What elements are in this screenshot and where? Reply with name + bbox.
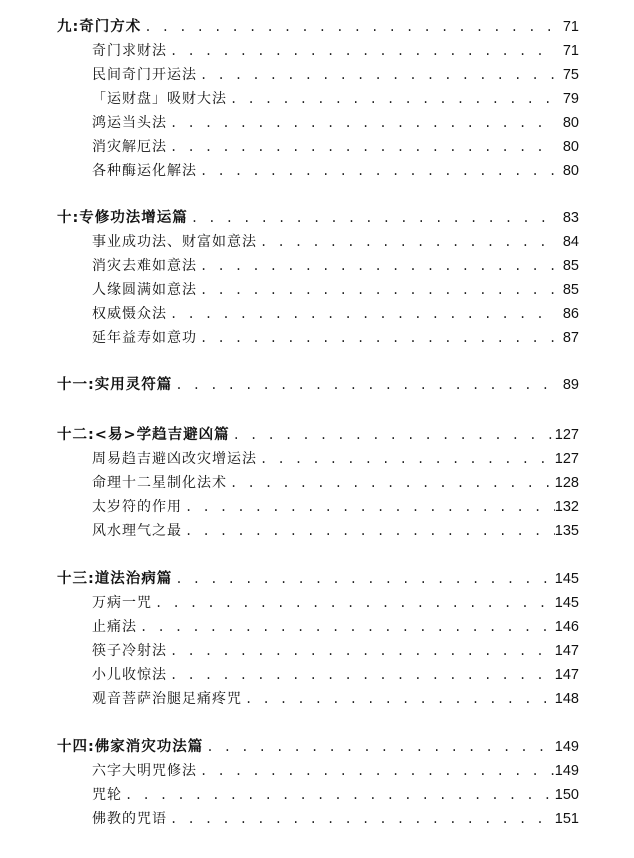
section-title: 奇门求财法 bbox=[92, 43, 167, 59]
dot-leader bbox=[257, 450, 555, 468]
page-number: 127 bbox=[554, 427, 579, 443]
page-number: 87 bbox=[562, 330, 579, 346]
toc-section-entry[interactable] bbox=[92, 614, 579, 636]
section-title: 咒轮 bbox=[92, 787, 122, 803]
toc-section-entry[interactable] bbox=[92, 277, 579, 299]
dot-leader bbox=[167, 666, 555, 684]
section-title: 民间奇门开运法 bbox=[92, 67, 197, 83]
page-number: 150 bbox=[554, 787, 579, 803]
toc-section-entry[interactable] bbox=[92, 446, 579, 468]
toc-chapter-entry[interactable] bbox=[57, 372, 579, 394]
dot-leader bbox=[141, 18, 555, 36]
dot-leader bbox=[197, 762, 555, 780]
section-title: 人缘圆满如意法 bbox=[92, 282, 197, 298]
chapter-title: 九:奇门方术 bbox=[57, 19, 142, 35]
page-number: 71 bbox=[562, 19, 579, 35]
page-number: 148 bbox=[554, 691, 579, 707]
toc-section-entry[interactable] bbox=[92, 301, 579, 323]
toc-section-entry[interactable] bbox=[92, 470, 579, 492]
section-title: 周易趋吉避凶改灾增运法 bbox=[92, 451, 257, 467]
chapter-title: 十一:实用灵符篇 bbox=[57, 377, 173, 393]
section-title: 太岁符的作用 bbox=[92, 499, 182, 515]
page-number: 135 bbox=[554, 523, 579, 539]
section-title: 「运财盘」吸财大法 bbox=[92, 91, 227, 107]
section-title: 止痛法 bbox=[92, 619, 137, 635]
dot-leader bbox=[197, 162, 555, 180]
page-number: 85 bbox=[562, 258, 579, 274]
toc-chapter-entry[interactable] bbox=[57, 205, 579, 227]
toc-section-entry[interactable] bbox=[92, 86, 579, 108]
dot-leader bbox=[197, 329, 555, 347]
dot-leader bbox=[197, 257, 555, 275]
dot-leader bbox=[167, 305, 555, 323]
page-number: 71 bbox=[562, 43, 579, 59]
toc-section-entry[interactable] bbox=[92, 590, 579, 612]
toc-chapter-entry[interactable] bbox=[57, 566, 579, 588]
section-title: 风水理气之最 bbox=[92, 523, 182, 539]
page-number: 147 bbox=[554, 643, 579, 659]
chapter-title: 十四:佛家消灾功法篇 bbox=[57, 739, 204, 755]
page-number: 75 bbox=[562, 67, 579, 83]
section-title: 佛教的咒语 bbox=[92, 811, 167, 827]
toc-section-entry[interactable] bbox=[92, 758, 579, 780]
dot-leader bbox=[167, 114, 555, 132]
toc-section-entry[interactable] bbox=[92, 806, 579, 828]
chapter-title: 十三:道法治病篇 bbox=[57, 571, 173, 587]
dot-leader bbox=[197, 281, 555, 299]
section-title: 观音菩萨治腿足痛疼咒 bbox=[92, 691, 242, 707]
dot-leader bbox=[137, 618, 555, 636]
section-title: 筷子冷射法 bbox=[92, 643, 167, 659]
toc-section-entry[interactable] bbox=[92, 662, 579, 684]
dot-leader bbox=[152, 594, 555, 612]
toc-section-entry[interactable] bbox=[92, 325, 579, 347]
dot-leader bbox=[257, 233, 555, 251]
toc-section-entry[interactable] bbox=[92, 518, 579, 540]
dot-leader bbox=[227, 474, 555, 492]
page-number: 127 bbox=[554, 451, 579, 467]
section-title: 鸿运当头法 bbox=[92, 115, 167, 131]
page-number: 145 bbox=[554, 595, 579, 611]
dot-leader bbox=[230, 426, 555, 444]
page-number: 149 bbox=[554, 763, 579, 779]
toc-chapter-entry[interactable] bbox=[57, 734, 579, 756]
page-number: 84 bbox=[562, 234, 579, 250]
page-number: 80 bbox=[562, 163, 579, 179]
page-number: 128 bbox=[554, 475, 579, 491]
page-number: 83 bbox=[562, 210, 579, 226]
page-number: 79 bbox=[562, 91, 579, 107]
toc-section-entry[interactable] bbox=[92, 638, 579, 660]
dot-leader bbox=[167, 42, 555, 60]
dot-leader bbox=[172, 570, 554, 588]
page-number: 80 bbox=[562, 139, 579, 155]
section-title: 事业成功法、财富如意法 bbox=[92, 234, 257, 250]
toc-section-entry[interactable] bbox=[92, 134, 579, 156]
section-title: 六字大明咒修法 bbox=[92, 763, 197, 779]
page-number: 89 bbox=[562, 377, 579, 393]
dot-leader bbox=[167, 642, 555, 660]
dot-leader bbox=[182, 498, 555, 516]
section-title: 命理十二星制化法术 bbox=[92, 475, 227, 491]
toc-section-entry[interactable] bbox=[92, 229, 579, 251]
page-number: 86 bbox=[562, 306, 579, 322]
section-title: 延年益寿如意功 bbox=[92, 330, 197, 346]
page-number: 80 bbox=[562, 115, 579, 131]
chapter-title: 十:专修功法增运篇 bbox=[57, 210, 188, 226]
toc-section-entry[interactable] bbox=[92, 38, 579, 60]
toc-section-entry[interactable] bbox=[92, 62, 579, 84]
section-title: 消灾解厄法 bbox=[92, 139, 167, 155]
page-number: 145 bbox=[554, 571, 579, 587]
toc-section-entry[interactable] bbox=[92, 782, 579, 804]
chapter-title: 十二:<易>学趋吉避凶篇 bbox=[57, 427, 230, 443]
toc-chapter-entry[interactable] bbox=[57, 422, 579, 444]
toc-section-entry[interactable] bbox=[92, 110, 579, 132]
page-number: 147 bbox=[554, 667, 579, 683]
dot-leader bbox=[182, 522, 555, 540]
page-number: 132 bbox=[554, 499, 579, 515]
page-number: 151 bbox=[554, 811, 579, 827]
section-title: 权威慑众法 bbox=[92, 306, 167, 322]
dot-leader bbox=[242, 690, 555, 708]
dot-leader bbox=[167, 810, 555, 828]
page-number: 85 bbox=[562, 282, 579, 298]
section-title: 消灾去难如意法 bbox=[92, 258, 197, 274]
dot-leader bbox=[227, 90, 555, 108]
dot-leader bbox=[197, 66, 555, 84]
dot-leader bbox=[172, 376, 555, 394]
toc-section-entry[interactable] bbox=[92, 253, 579, 275]
toc-section-entry[interactable] bbox=[92, 494, 579, 516]
section-title: 万病一咒 bbox=[92, 595, 152, 611]
page-number: 146 bbox=[554, 619, 579, 635]
section-title: 小儿收惊法 bbox=[92, 667, 167, 683]
section-title: 各种酶运化解法 bbox=[92, 163, 197, 179]
toc-section-entry[interactable] bbox=[92, 158, 579, 180]
page-number: 149 bbox=[554, 739, 579, 755]
dot-leader bbox=[203, 738, 554, 756]
toc-section-entry[interactable] bbox=[92, 686, 579, 708]
toc-chapter-entry[interactable] bbox=[57, 14, 579, 36]
dot-leader bbox=[188, 209, 555, 227]
dot-leader bbox=[167, 138, 555, 156]
dot-leader bbox=[122, 786, 555, 804]
